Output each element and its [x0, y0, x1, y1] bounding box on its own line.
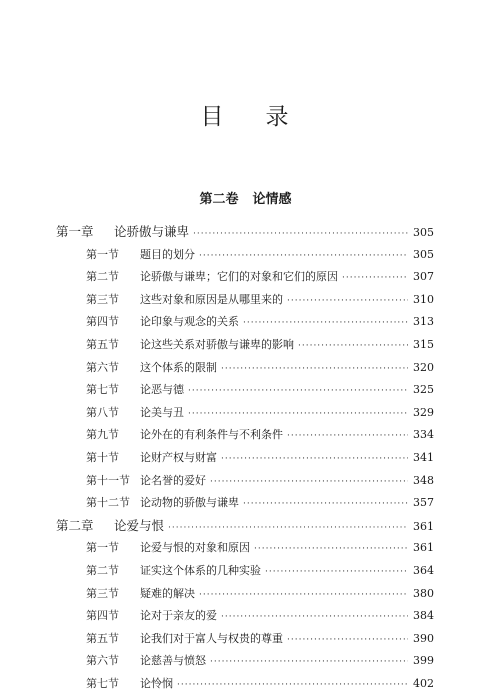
entry-number: 第二节: [86, 563, 119, 577]
entry-page-number: 315: [413, 337, 434, 351]
entry-title: 疑难的解决: [140, 586, 195, 600]
dot-leader: [210, 471, 408, 493]
page-title: [0, 98, 491, 131]
toc-section-entry[interactable]: [56, 560, 434, 583]
entry-number: 第八节: [86, 405, 119, 419]
toc-section-entry[interactable]: [56, 470, 434, 493]
title-char-2: 录: [265, 104, 291, 130]
entry-title: 论印象与观念的关系: [140, 315, 239, 329]
toc-list: [56, 221, 434, 695]
entry-page-number: 320: [413, 360, 434, 374]
dot-leader: [254, 538, 408, 560]
entry-page-number: 399: [413, 654, 434, 668]
entry-page-number: 305: [413, 247, 434, 261]
entry-page-number: 329: [413, 405, 434, 419]
entry-title: 论爱与恨: [114, 517, 165, 533]
toc-section-entry[interactable]: [56, 311, 434, 334]
volume-heading: [0, 188, 491, 207]
entry-title: 论骄傲与谦卑: [114, 224, 190, 239]
dot-leader: [221, 358, 408, 380]
entry-number: 第三节: [86, 586, 119, 600]
dot-leader: [177, 674, 408, 696]
entry-page-number: 380: [413, 586, 434, 600]
entry-number: 第五节: [86, 337, 119, 351]
toc-section-entry[interactable]: [56, 402, 434, 425]
entry-number: 第一节: [86, 541, 119, 555]
entry-number: 第四节: [86, 315, 119, 329]
toc-section-entry[interactable]: [56, 537, 434, 560]
entry-page-number: 341: [413, 450, 434, 464]
entry-title: 论财产权与财富: [140, 450, 217, 464]
entry-title: 论外在的有利条件与不利条件: [140, 428, 283, 442]
entry-number: 第十一节: [86, 473, 130, 487]
dot-leader: [342, 267, 408, 289]
toc-section-entry[interactable]: [56, 266, 434, 289]
entry-title: 证实这个体系的几种实验: [140, 563, 261, 577]
volume-label: 第二卷: [199, 192, 239, 207]
entry-number: 第五节: [86, 631, 119, 645]
dot-leader: [193, 223, 408, 244]
entry-number: 第七节: [86, 676, 119, 690]
dot-leader: [199, 584, 408, 606]
entry-title: 论慈善与愤怒: [140, 654, 206, 668]
toc-section-entry[interactable]: [56, 244, 434, 267]
entry-page-number: 364: [413, 563, 434, 577]
dot-leader: [298, 335, 408, 357]
volume-name: 论情感: [252, 192, 292, 207]
entry-number: 第四节: [86, 609, 119, 623]
entry-number: 第六节: [86, 654, 119, 668]
entry-page-number: 325: [413, 383, 434, 397]
entry-page-number: 305: [413, 226, 434, 239]
entry-page-number: 313: [413, 315, 434, 329]
dot-leader: [287, 425, 408, 447]
dot-leader: [199, 245, 408, 267]
dot-leader: [168, 517, 408, 538]
entry-number: 第十二节: [86, 496, 130, 510]
entry-number: 第二节: [86, 270, 119, 284]
dot-leader: [221, 606, 408, 628]
entry-number: 第一章: [56, 224, 94, 239]
entry-page-number: 384: [413, 609, 434, 623]
entry-page-number: 390: [413, 631, 434, 645]
entry-page-number: 402: [413, 676, 434, 690]
entry-number: 第六节: [86, 360, 119, 374]
entry-number: 第三节: [86, 292, 119, 306]
dot-leader: [287, 629, 408, 651]
toc-section-entry[interactable]: [56, 357, 434, 380]
entry-page-number: 361: [413, 519, 434, 533]
entry-title: 论对于亲友的爱: [140, 609, 217, 623]
entry-number: 第二章: [56, 517, 94, 533]
entry-title: 论怜悯: [140, 676, 173, 690]
entry-number: 第七节: [86, 383, 119, 397]
dot-leader: [243, 493, 408, 515]
toc-chapter-entry[interactable]: [56, 221, 434, 244]
entry-title: 论我们对于富人与权贵的尊重: [140, 631, 283, 645]
entry-title: 题目的划分: [140, 247, 195, 261]
entry-title: 论骄傲与谦卑；它们的对象和它们的原因: [140, 270, 338, 284]
dot-leader: [210, 651, 408, 673]
entry-title: 这个体系的限制: [140, 360, 217, 374]
entry-number: 第十节: [86, 450, 119, 464]
dot-leader: [188, 380, 408, 402]
toc-chapter-entry[interactable]: [56, 515, 434, 538]
toc-section-entry[interactable]: [56, 447, 434, 470]
toc-section-entry[interactable]: [56, 492, 434, 515]
entry-number: 第九节: [86, 428, 119, 442]
dot-leader: [265, 561, 408, 583]
entry-page-number: 334: [413, 428, 434, 442]
entry-page-number: 361: [413, 541, 434, 555]
toc-section-entry[interactable]: [56, 379, 434, 402]
entry-title: 论恶与德: [140, 383, 184, 397]
entry-title: 论动物的骄傲与谦卑: [140, 496, 239, 510]
entry-page-number: 307: [413, 270, 434, 284]
entry-page-number: 310: [413, 292, 434, 306]
entry-title: 论爱与恨的对象和原因: [140, 541, 250, 555]
toc-section-entry[interactable]: [56, 605, 434, 628]
entry-title: 论名誉的爱好: [140, 473, 206, 487]
toc-section-entry[interactable]: [56, 334, 434, 357]
entry-title: 论美与丑: [140, 405, 184, 419]
toc-section-entry[interactable]: [56, 628, 434, 651]
title-char-1: 目: [200, 104, 226, 130]
dot-leader: [243, 312, 408, 334]
toc-section-entry[interactable]: [56, 673, 434, 696]
entry-number: 第一节: [86, 247, 119, 261]
toc-section-entry[interactable]: [56, 289, 434, 312]
dot-leader: [188, 403, 408, 425]
toc-section-entry[interactable]: [56, 424, 434, 447]
toc-section-entry[interactable]: [56, 583, 434, 606]
entry-title: 这些对象和原因是从哪里来的: [140, 292, 283, 306]
entry-page-number: 357: [413, 496, 434, 510]
dot-leader: [287, 290, 408, 312]
toc-section-entry[interactable]: [56, 650, 434, 673]
entry-title: 论这些关系对骄傲与谦卑的影响: [140, 337, 294, 351]
dot-leader: [221, 448, 408, 470]
entry-page-number: 348: [413, 473, 434, 487]
